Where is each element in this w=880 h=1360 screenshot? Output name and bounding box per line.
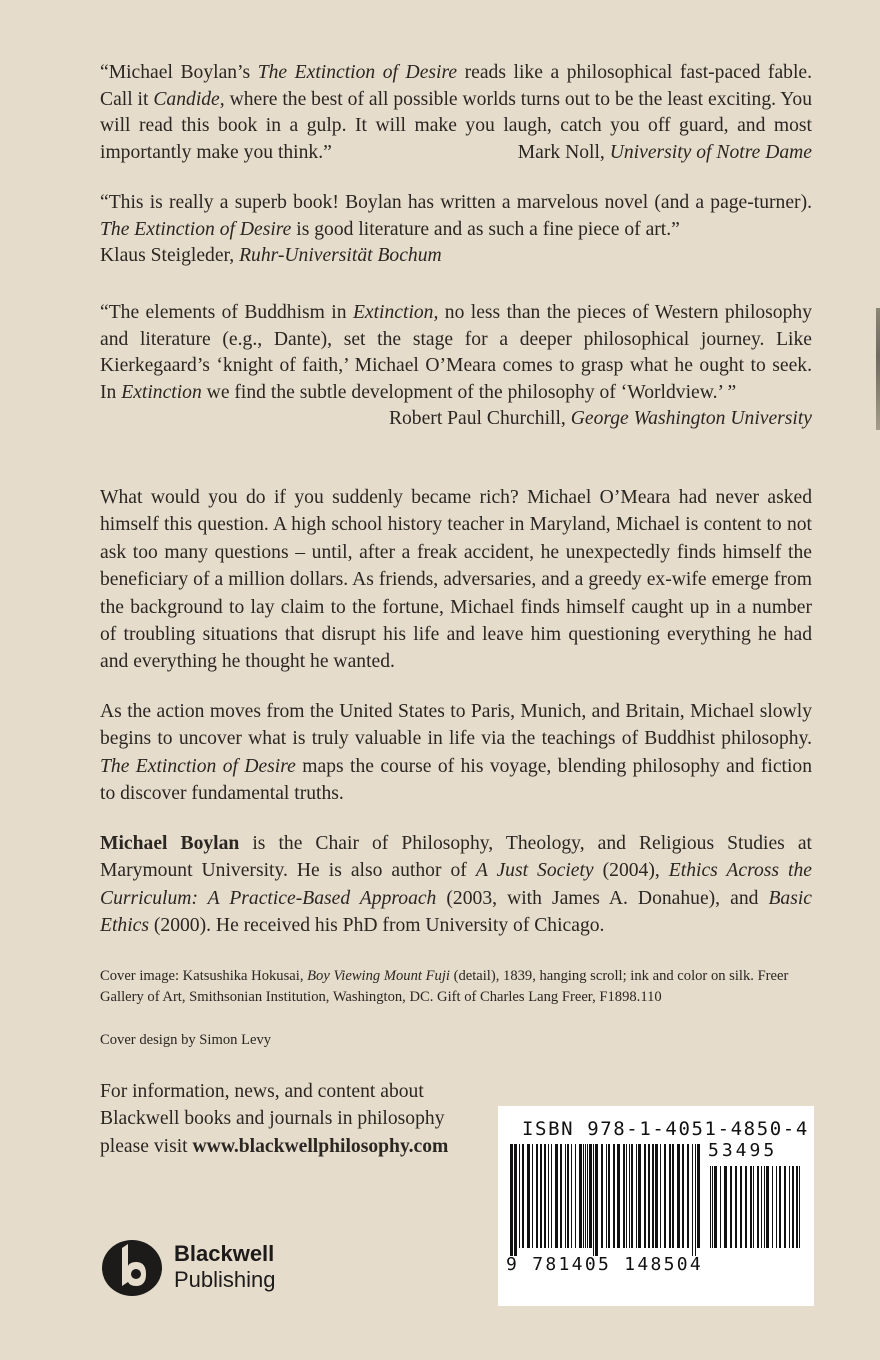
- barcode-bar: [779, 1166, 781, 1248]
- text-run: maps the course of his voyage, blending philosophy and fiction to discover fundamental truths.: [100, 755, 812, 805]
- text-run: “This is really a superb book! Boylan has written a marvelous novel (and a page-turner).: [100, 192, 812, 213]
- quote-author: Mark Noll,: [517, 141, 605, 163]
- barcode-bar: [510, 1144, 513, 1256]
- barcode-bar: [536, 1144, 538, 1248]
- website-link[interactable]: www.blackwellphilosophy.com: [192, 1135, 449, 1157]
- barcode-bar: [750, 1166, 752, 1248]
- barcode-bar: [720, 1166, 721, 1248]
- barcode-bar: [548, 1144, 549, 1248]
- text-run: (2000). He received his PhD from University of Chicago.: [148, 915, 605, 937]
- barcode-bar: [710, 1166, 711, 1248]
- barcode-bar: [522, 1144, 524, 1248]
- barcode-bar: [724, 1166, 727, 1248]
- text-run: (2004),: [593, 860, 669, 882]
- barcode-bar: [712, 1166, 713, 1248]
- barcode-bar: [636, 1144, 637, 1248]
- barcode-bar: [740, 1166, 742, 1248]
- barcode-bar: [593, 1144, 594, 1256]
- barcode-bar: [527, 1144, 530, 1248]
- barcode-bar: [764, 1166, 765, 1248]
- barcode-bar: [514, 1144, 517, 1256]
- barcode-bar: [623, 1144, 625, 1248]
- barcode-bar: [784, 1166, 786, 1248]
- cover-edge-strip: [876, 308, 880, 430]
- barcode-bar: [664, 1144, 666, 1248]
- text-run: (2003, with James A. Donahue), and: [436, 887, 769, 909]
- publisher-info: [100, 1078, 480, 1160]
- isbn-label: ISBN 978-1-4051-4850-4: [522, 1118, 809, 1140]
- barcode-bar: [660, 1144, 661, 1248]
- barcode-bar: [652, 1144, 654, 1248]
- barcode-bar: [540, 1144, 542, 1248]
- author-bio: [100, 830, 812, 940]
- barcode-bar: [789, 1166, 790, 1248]
- barcode-bar: [631, 1144, 633, 1248]
- italic-run: The Extinction of Desire: [100, 755, 296, 777]
- review-quote-2: [100, 190, 812, 270]
- quote-affiliation: George Washington University: [570, 408, 812, 429]
- cover-image-credit: [100, 966, 812, 1007]
- ean-digits: 9 781405 148504: [506, 1254, 704, 1275]
- barcode-bar: [697, 1144, 700, 1248]
- barcode-bar: [766, 1166, 769, 1248]
- text-run: What would you do if you suddenly became rich? Michael O’Meara had never asked himself this question. A high school history teacher in Maryland, Michael is content to not ask too many questions – until, after a freak accident, he unexpectedly finds himself the beneficiary of a million dollars. As friends, adversaries, and a greedy ex-wife emerge from the background to lay claim to the fortune, Michael finds himself caught up in a number of troubling situations that disrupt his life and leave him questioning everything he had and everything he thought he wanted.: [100, 487, 812, 673]
- barcode-bar: [579, 1144, 582, 1248]
- barcode-bar: [608, 1144, 610, 1248]
- barcode-bar: [761, 1166, 762, 1248]
- barcode-bar: [669, 1144, 671, 1248]
- barcode-bar: [695, 1144, 696, 1256]
- quote-text: [100, 192, 812, 240]
- text-run: is the Chair of Philosophy, Theology, and Religious Studies at Marymount University. He is also author of: [100, 833, 812, 882]
- description-paragraph-1: [100, 484, 812, 676]
- info-line-3: [100, 1133, 480, 1160]
- barcode-bar: [745, 1166, 747, 1248]
- info-line-2: Blackwell books and journals in philosophy: [100, 1108, 445, 1130]
- publisher-name-line1: Blackwell: [174, 1241, 275, 1266]
- italic-run: Basic Ethics: [100, 887, 812, 937]
- description-paragraph-2: [100, 698, 812, 808]
- ean-barcode-bars: [508, 1144, 704, 1256]
- barcode-bar: [565, 1144, 566, 1248]
- barcode-bar: [672, 1144, 674, 1248]
- cover-design-credit: Cover design by Simon Levy: [100, 1032, 272, 1048]
- quote-author: Robert Paul Churchill,: [388, 408, 566, 429]
- barcode-bar: [606, 1144, 607, 1248]
- text-run: is good literature and as such a fine piece of art.”: [291, 218, 680, 240]
- price-code: 53495: [708, 1140, 778, 1161]
- barcode-bar: [757, 1166, 759, 1248]
- barcode-bar: [638, 1144, 641, 1248]
- isbn-barcode: [498, 1106, 814, 1306]
- italic-run: A Just Society: [475, 860, 594, 882]
- barcode-bar: [601, 1144, 603, 1248]
- barcode-bar: [617, 1144, 620, 1248]
- addon-barcode-bars: [708, 1166, 804, 1256]
- text-run: “Michael Boylan’s: [100, 62, 258, 83]
- text-run: reads like a philosophical fast-paced fable. Call it: [100, 62, 812, 110]
- barcode-bar: [799, 1166, 800, 1248]
- barcode-bar: [730, 1166, 732, 1248]
- italic-run: Extinction,: [352, 302, 439, 323]
- barcode-bar: [648, 1144, 650, 1248]
- quote-attribution: [518, 140, 812, 167]
- barcode-bar: [613, 1144, 615, 1248]
- info-line-1: For information, news, and content about: [100, 1081, 424, 1102]
- quote-attribution: [100, 243, 812, 270]
- quote-text: [100, 302, 812, 403]
- barcode-bar: [544, 1144, 546, 1248]
- italic-run: The Extinction of Desire: [257, 62, 458, 83]
- barcode-bar: [692, 1144, 693, 1256]
- barcode-bar: [644, 1144, 646, 1248]
- barcode-bar: [629, 1144, 630, 1248]
- barcode-bar: [753, 1166, 754, 1248]
- barcode-bar: [567, 1144, 569, 1248]
- review-quote-3: [100, 300, 812, 433]
- barcode-bar: [585, 1144, 586, 1248]
- barcode-bar: [551, 1144, 552, 1248]
- barcode-bar: [655, 1144, 658, 1248]
- barcode-bar: [519, 1144, 520, 1248]
- text-run: (detail), 1839, hanging scroll; ink and color on silk. Freer Gallery of Art, Smithsonian Institution, Washington, DC. Gift of Charles Lang Freer, F1898.110: [100, 968, 789, 1005]
- barcode-bar: [560, 1144, 562, 1248]
- quote-affiliation: University of Notre Dame: [609, 141, 812, 163]
- barcode-bar: [796, 1166, 798, 1248]
- barcode-bar: [677, 1144, 680, 1248]
- italic-run: Ethics Across the Curriculum: A Practice-Based Approach: [100, 860, 812, 909]
- blackwell-b-icon: [100, 1238, 164, 1298]
- text-run: As the action moves from the United States to Paris, Munich, and Britain, Michael slowly begins to uncover what is truly valuable in life via the teachings of Buddhist philosophy.: [100, 701, 812, 750]
- barcode-bar: [687, 1144, 689, 1248]
- barcode-bar: [575, 1144, 576, 1248]
- italic-run: The Extinction of Desire: [100, 218, 292, 240]
- text-run: where the best of all possible worlds turns out to be the least exciting. You will read this book in a gulp. It will make you laugh, catch you off guard, and most importantly make you think.”: [100, 88, 812, 163]
- text-run: “The elements of Buddhism in: [100, 302, 353, 323]
- barcode-bar: [776, 1166, 777, 1248]
- info-prefix: please visit: [100, 1135, 193, 1157]
- quote-attribution: [389, 406, 812, 433]
- barcode-bar: [583, 1144, 584, 1248]
- barcode-bar: [587, 1144, 588, 1248]
- italic-run: Candide,: [153, 88, 225, 110]
- text-run: we find the subtle development of the philosophy of ‘Worldview.’ ”: [201, 381, 737, 403]
- text-run: Cover image: Katsushika Hokusai,: [100, 968, 308, 984]
- barcode-bar: [682, 1144, 684, 1248]
- barcode-bar: [571, 1144, 572, 1248]
- blackwell-publishing-logo: [100, 1238, 340, 1298]
- barcode-bar: [589, 1144, 592, 1248]
- bold-run: Michael Boylan: [100, 833, 240, 854]
- barcode-bar: [772, 1166, 773, 1248]
- quote-affiliation: Ruhr-Universität Bochum: [239, 245, 442, 266]
- barcode-bar: [792, 1166, 794, 1248]
- barcode-bar: [555, 1144, 558, 1248]
- barcode-bar: [735, 1166, 737, 1248]
- review-quote-1: [100, 60, 812, 166]
- text-run: no less than the pieces of Western philosophy and literature (e.g., Dante), set the stage for a deeper philosophical journey. Like Kierkegaard’s ‘knight of faith,’ Michael O’Meara comes to grasp what he ought to seek. In: [100, 302, 812, 403]
- quote-author: Klaus Steigleder,: [100, 245, 235, 266]
- barcode-bar: [626, 1144, 627, 1248]
- barcode-bar: [532, 1144, 533, 1248]
- italic-run: Extinction: [121, 381, 202, 403]
- publisher-name-line2: Publishing: [174, 1267, 276, 1292]
- barcode-bar: [595, 1144, 598, 1256]
- italic-run: Boy Viewing Mount Fuji: [307, 968, 450, 984]
- barcode-bar: [714, 1166, 717, 1248]
